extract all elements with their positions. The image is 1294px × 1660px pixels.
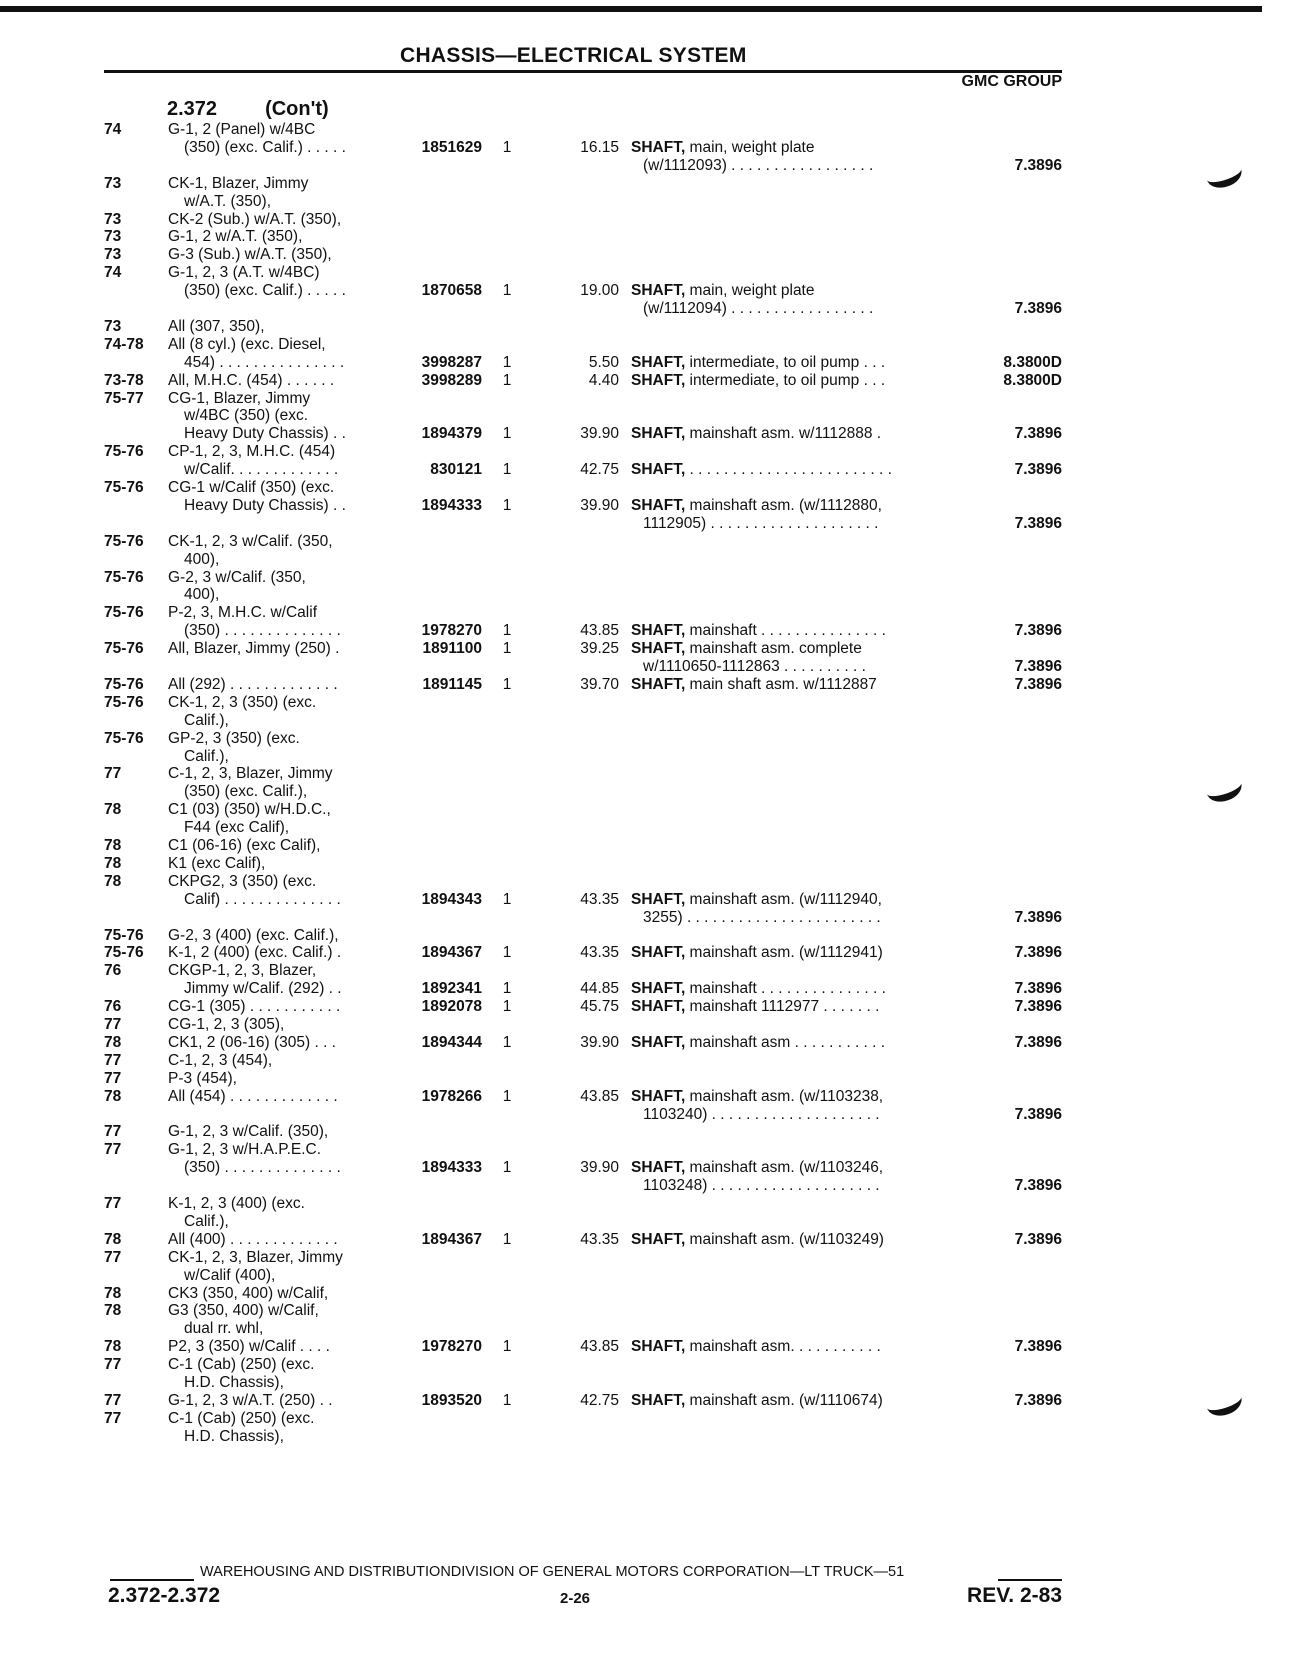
quantity: 1	[502, 1159, 512, 1177]
application: G-1, 2, 3 w/A.T. (250) . .	[168, 1391, 333, 1409]
part-number: 1891145	[422, 675, 482, 693]
application: w/A.T. (350),	[184, 192, 271, 210]
application: All (454) . . . . . . . . . . . . .	[168, 1087, 338, 1105]
application: CG-1, 2, 3 (305),	[168, 1016, 285, 1033]
application: (350) (exc. Calif.),	[184, 783, 308, 801]
description-text: mainshaft asm. . . . . . . . . . .	[685, 1338, 881, 1356]
description-text: (w/1112093) . . . . . . . . . . . . . . . . .	[643, 156, 874, 174]
quantity: 1	[502, 1338, 512, 1356]
part-name: SHAFT,	[631, 675, 686, 693]
part-number: 1892341	[421, 980, 482, 998]
part-name: SHAFT,	[631, 980, 686, 998]
model-year: 75-77	[104, 389, 144, 407]
application: All (400) . . . . . . . . . . . . .	[168, 1230, 338, 1248]
application: G-2, 3 (400) (exc. Calif.),	[168, 926, 339, 944]
group-number: 7.3896	[1014, 1230, 1062, 1248]
model-year: 78	[104, 872, 122, 890]
description-text: 3255) . . . . . . . . . . . . . . . . . . . . . . .	[643, 908, 881, 926]
quantity: 1	[502, 282, 512, 300]
quantity: 1	[502, 371, 512, 389]
application: (350) (exc. Calif.) . . . . .	[184, 138, 346, 156]
part-number: 1870658	[421, 282, 482, 300]
group-number: 8.3800D	[1003, 371, 1062, 389]
model-year: 75-76	[104, 479, 144, 496]
part-name: SHAFT,	[631, 890, 686, 908]
description-text: main shaft asm. w/1112887	[685, 675, 877, 693]
part-number: 1894333	[421, 496, 482, 514]
group-number: 7.3896	[1014, 300, 1062, 317]
application: GP-2, 3 (350) (exc.	[168, 729, 300, 747]
model-year: 77	[104, 1141, 122, 1159]
application: H.D. Chassis),	[184, 1374, 284, 1391]
group-number: 7.3896	[1014, 1177, 1062, 1195]
footer-rule	[110, 1579, 194, 1581]
footer-page-number: 2-26	[560, 1590, 591, 1607]
model-year: 77	[104, 1409, 122, 1427]
application: H.D. Chassis),	[184, 1427, 284, 1445]
model-year: 77	[104, 1248, 122, 1266]
model-year: 78	[104, 1302, 122, 1320]
model-year: 75-76	[104, 926, 144, 944]
part-number: 1894333	[421, 1159, 482, 1177]
model-year: 76	[104, 962, 122, 980]
top-rule	[0, 6, 1262, 12]
part-name: SHAFT,	[631, 353, 686, 371]
description-text: 1112905) . . . . . . . . . . . . . . . . . . . .	[643, 514, 879, 532]
part-number: 1978266	[421, 1087, 482, 1105]
application: P-2, 3, M.H.C. w/Calif	[168, 604, 317, 622]
description-text: mainshaft . . . . . . . . . . . . . . .	[685, 980, 886, 998]
description-text: mainshaft asm. (w/1112940,	[685, 890, 882, 908]
application: 454) . . . . . . . . . . . . . . .	[184, 353, 345, 371]
quantity: 1	[502, 461, 512, 479]
part-number: 1894367	[421, 1230, 482, 1248]
model-year: 74	[104, 121, 122, 138]
model-year: 73-78	[104, 371, 144, 389]
model-year: 75-76	[104, 693, 144, 711]
application: All (292) . . . . . . . . . . . . .	[168, 675, 338, 693]
application: C1 (06-16) (exc Calif),	[168, 837, 321, 854]
application: CK-1, 2, 3 w/Calif. (350,	[168, 532, 333, 550]
model-year: 77	[104, 1195, 122, 1212]
part-name: SHAFT,	[631, 496, 686, 514]
model-year: 77	[104, 1016, 122, 1033]
application: (350) (exc. Calif.) . . . . .	[184, 282, 346, 300]
price: 43.35	[580, 890, 619, 908]
description-text: mainshaft asm. complete	[685, 640, 862, 658]
application: CK-2 (Sub.) w/A.T. (350),	[168, 210, 342, 228]
application: dual rr. whl,	[184, 1320, 264, 1338]
model-year: 75-76	[104, 729, 144, 747]
description-text: main, weight plate	[685, 138, 815, 156]
group-number: 7.3896	[1014, 1033, 1062, 1051]
application: CK-1, 2, 3 (350) (exc.	[168, 693, 317, 711]
footer-section-range: 2.372-2.372	[108, 1584, 221, 1607]
application: (350) . . . . . . . . . . . . . .	[184, 622, 341, 640]
description-text: 1103248) . . . . . . . . . . . . . . . . . . . .	[643, 1177, 880, 1195]
part-name: SHAFT,	[631, 1159, 686, 1177]
quantity: 1	[502, 675, 512, 693]
price: 39.90	[580, 425, 619, 443]
group-number: 7.3896	[1014, 980, 1062, 998]
model-year: 75-76	[104, 944, 144, 962]
application: All, Blazer, Jimmy (250) .	[168, 640, 340, 658]
description-text: . . . . . . . . . . . . . . . . . . . . . . . .	[685, 461, 892, 479]
application: Calif.),	[184, 747, 229, 765]
price: 42.75	[580, 1391, 619, 1409]
quantity: 1	[502, 1230, 512, 1248]
group-number: 7.3896	[1014, 944, 1062, 962]
application: K1 (exc Calif),	[168, 854, 266, 872]
application: K-1, 2, 3 (400) (exc.	[168, 1195, 305, 1212]
application: G3 (350, 400) w/Calif,	[168, 1302, 319, 1320]
part-number: 830121	[430, 461, 482, 479]
model-year: 77	[104, 1051, 122, 1069]
group-number: 7.3896	[1014, 1338, 1062, 1356]
price: 39.90	[580, 496, 619, 514]
quantity: 1	[502, 998, 512, 1016]
description-text: mainshaft asm. (w/1112880,	[685, 496, 882, 514]
price: 4.40	[588, 371, 619, 389]
application: CP-1, 2, 3, M.H.C. (454)	[168, 443, 336, 461]
description-text: w/1110650-1112863 . . . . . . . . . .	[643, 658, 866, 675]
description-text: mainshaft asm. (w/1103238,	[685, 1087, 884, 1105]
part-number: 1851629	[421, 138, 482, 156]
model-year: 74	[104, 264, 122, 282]
description-text: mainshaft asm. (w/1103246,	[685, 1159, 884, 1177]
part-name: SHAFT,	[631, 998, 686, 1016]
model-year: 78	[104, 837, 122, 854]
application: CKPG2, 3 (350) (exc.	[168, 872, 317, 890]
model-year: 73	[104, 246, 122, 264]
footer-revision: REV. 2-83	[967, 1584, 1062, 1607]
description-text: intermediate, to oil pump . . .	[685, 371, 886, 389]
application: w/4BC (350) (exc.	[184, 407, 309, 425]
application: G-1, 2 w/A.T. (350),	[168, 228, 303, 246]
part-name: SHAFT,	[631, 1230, 686, 1248]
price: 5.50	[588, 353, 619, 371]
model-year: 77	[104, 765, 122, 783]
application: All (8 cyl.) (exc. Diesel,	[168, 335, 326, 353]
description-text: mainshaft asm. (w/1110674)	[685, 1391, 883, 1409]
part-number: 1893520	[421, 1391, 482, 1409]
part-number: 1891100	[422, 640, 482, 658]
application: CK-1, 2, 3, Blazer, Jimmy	[168, 1248, 343, 1266]
part-name: SHAFT,	[631, 461, 686, 479]
price: 43.35	[580, 1230, 619, 1248]
section-heading	[167, 98, 329, 121]
description-text: intermediate, to oil pump . . .	[685, 353, 886, 371]
application: All, M.H.C. (454) . . . . . .	[168, 371, 335, 389]
quantity: 1	[502, 980, 512, 998]
part-name: SHAFT,	[631, 371, 686, 389]
application: F44 (exc Calif),	[184, 819, 290, 837]
quantity: 1	[502, 640, 512, 658]
application: C1 (03) (350) w/H.D.C.,	[168, 801, 331, 819]
application: w/Calif (400),	[184, 1266, 276, 1284]
application: Calif) . . . . . . . . . . . . . .	[184, 890, 341, 908]
price: 39.70	[580, 675, 619, 693]
model-year: 78	[104, 1230, 122, 1248]
part-name: SHAFT,	[631, 640, 686, 658]
part-name: SHAFT,	[631, 1033, 686, 1051]
part-number: 1894343	[421, 890, 482, 908]
group-number: 8.3800D	[1003, 353, 1062, 371]
section-continued: (Con't)	[265, 98, 329, 120]
group-number: 7.3896	[1014, 1105, 1062, 1123]
group-number: 7.3896	[1014, 998, 1062, 1016]
price: 43.35	[580, 944, 619, 962]
description-text: mainshaft asm. (w/1103249)	[685, 1230, 884, 1248]
description-text: mainshaft asm. w/1112888 .	[685, 425, 882, 443]
model-year: 73	[104, 228, 122, 246]
application: CKGP-1, 2, 3, Blazer,	[168, 962, 317, 980]
application: P-3 (454),	[168, 1069, 237, 1087]
footer-rule	[998, 1579, 1062, 1581]
quantity: 1	[502, 1033, 512, 1051]
application: Calif.),	[184, 1212, 229, 1230]
group-number: 7.3896	[1014, 425, 1062, 443]
model-year: 75-76	[104, 640, 144, 658]
application: Heavy Duty Chassis) . .	[184, 496, 346, 514]
model-year: 77	[104, 1069, 122, 1087]
quantity: 1	[502, 496, 512, 514]
part-number: 3998287	[421, 353, 482, 371]
application: 400),	[184, 550, 220, 568]
part-number: 3998289	[421, 371, 482, 389]
quantity: 1	[502, 890, 512, 908]
group-number: 7.3896	[1014, 461, 1062, 479]
price: 43.85	[580, 622, 619, 640]
table-row	[0, 1427, 1294, 1447]
quantity: 1	[502, 1087, 512, 1105]
part-name: SHAFT,	[631, 1087, 686, 1105]
model-year: 77	[104, 1391, 122, 1409]
part-name: SHAFT,	[631, 1391, 686, 1409]
part-number: 1894367	[421, 944, 482, 962]
model-year: 78	[104, 1087, 122, 1105]
title-rule	[104, 70, 1062, 73]
application: G-2, 3 w/Calif. (350,	[168, 568, 306, 586]
application: CG-1 w/Calif (350) (exc.	[168, 479, 335, 496]
model-year: 73	[104, 210, 122, 228]
part-name: SHAFT,	[631, 944, 686, 962]
part-number: 1892078	[421, 998, 482, 1016]
part-number: 1894379	[421, 425, 482, 443]
group-number: 7.3896	[1014, 514, 1062, 532]
application: All (307, 350),	[168, 317, 265, 335]
model-year: 75-76	[104, 443, 144, 461]
description-text: mainshaft asm. (w/1112941)	[685, 944, 883, 962]
group-number: 7.3896	[1014, 658, 1062, 675]
application: Heavy Duty Chassis) . .	[184, 425, 346, 443]
application: G-1, 2, 3 (A.T. w/4BC)	[168, 264, 320, 282]
price: 44.85	[580, 980, 619, 998]
quantity: 1	[502, 425, 512, 443]
model-year: 75-76	[104, 675, 144, 693]
price: 43.85	[580, 1338, 619, 1356]
application: Calif.),	[184, 711, 229, 729]
group-header: GMC GROUP	[961, 73, 1062, 90]
model-year: 78	[104, 1033, 122, 1051]
price: 16.15	[580, 138, 619, 156]
part-number: 1978270	[421, 622, 482, 640]
part-name: SHAFT,	[631, 425, 686, 443]
model-year: 78	[104, 801, 122, 819]
application: Jimmy w/Calif. (292) . .	[184, 980, 342, 998]
model-year: 73	[104, 174, 122, 192]
application: G-1, 2, 3 w/H.A.P.E.C.	[168, 1141, 322, 1159]
application: CG-1 (305) . . . . . . . . . . .	[168, 998, 341, 1016]
application: P2, 3 (350) w/Calif . . . .	[168, 1338, 330, 1356]
quantity: 1	[502, 353, 512, 371]
description-text: (w/1112094) . . . . . . . . . . . . . . . . .	[643, 300, 874, 317]
price: 39.90	[580, 1033, 619, 1051]
application: 400),	[184, 586, 220, 604]
application: C-1, 2, 3, Blazer, Jimmy	[168, 765, 333, 783]
part-name: SHAFT,	[631, 282, 686, 300]
quantity: 1	[502, 138, 512, 156]
application: w/Calif. . . . . . . . . . . . .	[184, 461, 339, 479]
application: C-1, 2, 3 (454),	[168, 1051, 273, 1069]
group-number: 7.3896	[1014, 156, 1062, 174]
price: 45.75	[580, 998, 619, 1016]
page-title: CHASSIS—ELECTRICAL SYSTEM	[400, 44, 747, 67]
description-text: mainshaft asm . . . . . . . . . . .	[685, 1033, 886, 1051]
price: 42.75	[580, 461, 619, 479]
section-number: 2.372	[167, 98, 218, 120]
model-year: 78	[104, 854, 122, 872]
price: 39.25	[580, 640, 619, 658]
group-number: 7.3896	[1014, 908, 1062, 926]
model-year: 78	[104, 1338, 122, 1356]
description-text: 1103240) . . . . . . . . . . . . . . . . . . . .	[643, 1105, 880, 1123]
price: 43.85	[580, 1087, 619, 1105]
model-year: 78	[104, 1284, 122, 1302]
application: K-1, 2 (400) (exc. Calif.) .	[168, 944, 342, 962]
application: G-1, 2 (Panel) w/4BC	[168, 121, 316, 138]
part-name: SHAFT,	[631, 622, 686, 640]
application: CK-1, Blazer, Jimmy	[168, 174, 309, 192]
price: 39.90	[580, 1159, 619, 1177]
part-number: 1894344	[421, 1033, 482, 1051]
application: C-1 (Cab) (250) (exc.	[168, 1409, 315, 1427]
application: CG-1, Blazer, Jimmy	[168, 389, 311, 407]
quantity: 1	[502, 1391, 512, 1409]
description-text: mainshaft . . . . . . . . . . . . . . .	[685, 622, 886, 640]
application: CK3 (350, 400) w/Calif,	[168, 1284, 329, 1302]
part-number: 1978270	[421, 1338, 482, 1356]
description-text: main, weight plate	[685, 282, 815, 300]
application: (350) . . . . . . . . . . . . . .	[184, 1159, 341, 1177]
application: G-1, 2, 3 w/Calif. (350),	[168, 1123, 329, 1141]
model-year: 75-76	[104, 568, 144, 586]
model-year: 75-76	[104, 604, 144, 622]
group-number: 7.3896	[1014, 1391, 1062, 1409]
price: 19.00	[580, 282, 619, 300]
quantity: 1	[502, 944, 512, 962]
part-name: SHAFT,	[631, 138, 686, 156]
group-number: 7.3896	[1014, 675, 1062, 693]
part-name: SHAFT,	[631, 1338, 686, 1356]
application: CK1, 2 (06-16) (305) . . .	[168, 1033, 336, 1051]
description-text: mainshaft 1112977 . . . . . . .	[685, 998, 880, 1016]
model-year: 74-78	[104, 335, 144, 353]
model-year: 75-76	[104, 532, 144, 550]
model-year: 77	[104, 1356, 122, 1374]
model-year: 77	[104, 1123, 122, 1141]
model-year: 76	[104, 998, 122, 1016]
footer-publisher: WAREHOUSING AND DISTRIBUTIONDIVISION OF GENERAL MOTORS CORPORATION—LT TRUCK—51	[200, 1564, 905, 1580]
quantity: 1	[502, 622, 512, 640]
group-number: 7.3896	[1014, 622, 1062, 640]
application: C-1 (Cab) (250) (exc.	[168, 1356, 315, 1374]
application: G-3 (Sub.) w/A.T. (350),	[168, 246, 332, 264]
model-year: 73	[104, 317, 122, 335]
